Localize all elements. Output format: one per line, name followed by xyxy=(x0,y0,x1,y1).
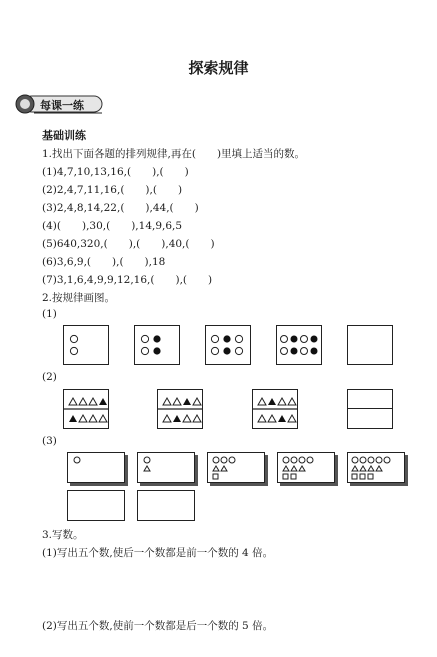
growth-pattern-icon xyxy=(208,453,264,482)
growth-pattern-answer-box-1[interactable] xyxy=(67,490,125,521)
q2-part-1-label: (1) xyxy=(42,308,57,320)
q1-item-1: (1)4,7,10,13,16,( ),( ) xyxy=(42,166,189,178)
circle-pattern-icon xyxy=(64,326,108,364)
circle-pattern-answer-box[interactable] xyxy=(347,325,393,365)
q2-part-3-label: (3) xyxy=(42,435,57,447)
triangle-pattern-box-2 xyxy=(157,389,203,429)
q3-stem: 3.写数。 xyxy=(42,529,84,541)
triangle-pattern-icon xyxy=(253,390,297,428)
growth-pattern-answer-box-2[interactable] xyxy=(137,490,195,521)
q2-stem: 2.按规律画图。 xyxy=(42,292,116,304)
growth-pattern-icon xyxy=(68,453,124,482)
lesson-badge xyxy=(14,94,104,114)
triangle-pattern-answer-box[interactable] xyxy=(347,389,393,429)
q3-part-2: (2)写出五个数,使前一个数都是后一个数的 5 倍。 xyxy=(42,620,274,632)
badge-label: 每课一练 xyxy=(40,99,84,112)
triangle-pattern-icon xyxy=(64,390,108,428)
q2-part-2-label: (2) xyxy=(42,371,57,383)
q1-stem: 1.找出下面各题的排列规律,再在( )里填上适当的数。 xyxy=(42,148,306,160)
growth-pattern-box-5 xyxy=(347,452,405,483)
circle-pattern-icon xyxy=(277,326,321,364)
triangle-pattern-icon xyxy=(158,390,202,428)
q1-item-2: (2)2,4,7,11,16,( ),( ) xyxy=(42,184,183,196)
circle-pattern-box-4 xyxy=(276,325,322,365)
q1-item-3: (3)2,4,8,14,22,( ),44,( ) xyxy=(42,202,199,214)
section-heading: 基础训练 xyxy=(42,129,86,142)
growth-pattern-icon xyxy=(278,453,334,482)
growth-pattern-box-2 xyxy=(137,452,195,483)
triangle-pattern-box-3 xyxy=(252,389,298,429)
q1-item-5: (5)640,320,( ),( ),40,( ) xyxy=(42,238,215,250)
circle-pattern-icon xyxy=(206,326,250,364)
circle-pattern-box-3 xyxy=(205,325,251,365)
growth-pattern-box-4 xyxy=(277,452,335,483)
growth-pattern-icon xyxy=(138,453,194,482)
q1-item-6: (6)3,6,9,( ),( ),18 xyxy=(42,256,166,268)
q1-item-4: (4)( ),30,( ),14,9,6,5 xyxy=(42,220,183,232)
circle-pattern-box-1 xyxy=(63,325,109,365)
page-title: 探索规律 xyxy=(188,59,249,77)
circle-pattern-box-2 xyxy=(134,325,180,365)
growth-pattern-icon xyxy=(348,453,404,482)
growth-pattern-box-3 xyxy=(207,452,265,483)
growth-pattern-box-1 xyxy=(67,452,125,483)
circle-pattern-icon xyxy=(135,326,179,364)
triangle-pattern-box-1 xyxy=(63,389,109,429)
q3-part-1: (1)写出五个数,使后一个数都是前一个数的 4 倍。 xyxy=(42,547,274,559)
q1-item-7: (7)3,1,6,4,9,9,12,16,( ),( ) xyxy=(42,274,213,286)
